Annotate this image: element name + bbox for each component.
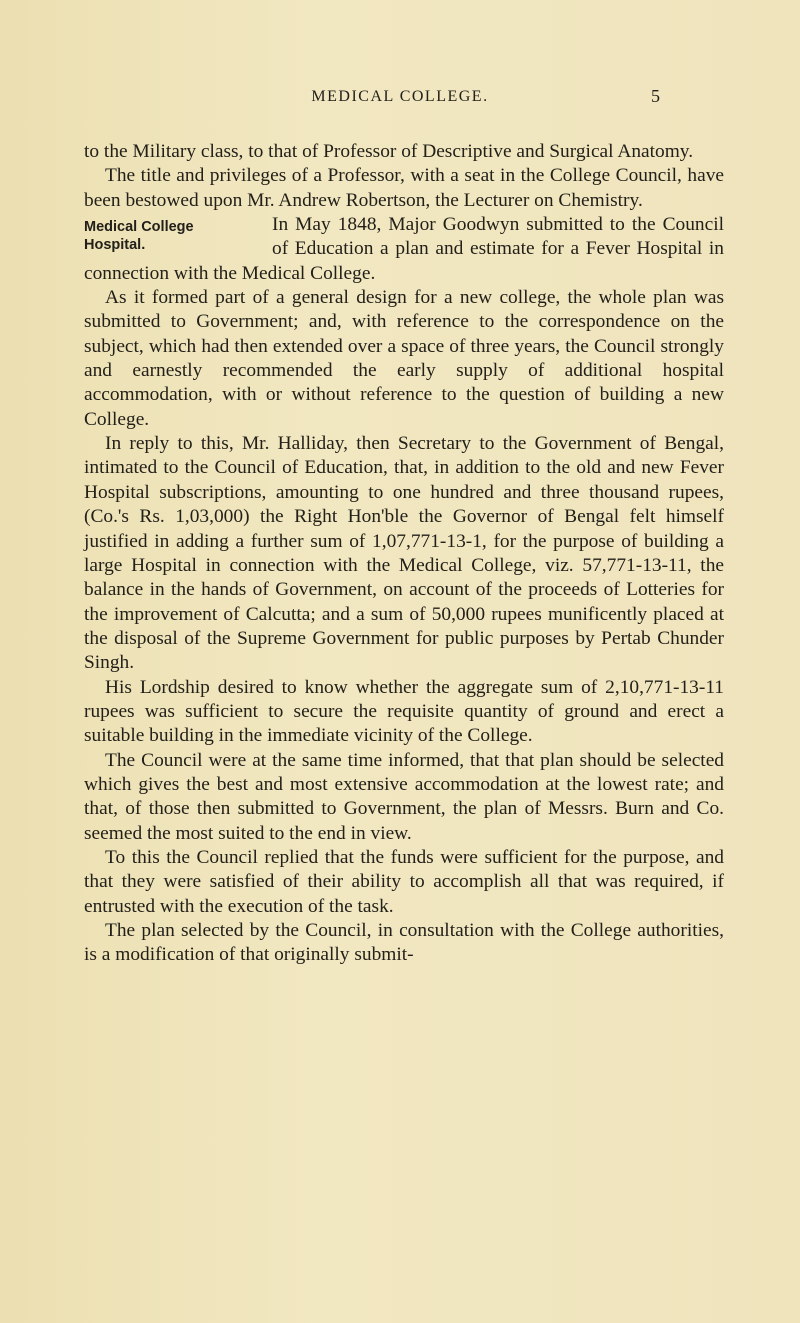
- paragraph: As it formed part of a general design for a new college, the whole plan was submitted to Government; and, with reference to the correspondence on the subject, which had then extended over a space of three years, the Council strongly and earnestly recommended the early supply of additional hospital accommodation, with or without reference to the question of building a new College.: [84, 287, 724, 430]
- paragraph: To this the Council replied that the funds were sufficient for the purpose, and that they were satisfied of their ability to accomplish all that was required, if entrusted with the execution of the task.: [84, 846, 724, 917]
- paragraph: The title and privileges of a Professor, with a seat in the College Council, have been bestowed upon Mr. Andrew Robertson, the Lecturer on Chemistry.: [84, 165, 724, 211]
- paragraph: In reply to this, Mr. Halliday, then Secretary to the Government of Bengal, intimated to the Council of Education, that, in addition to the old and new Fever Hospital subscriptions, amounting to one hundred and three thousand rupees, (Co.'s Rs. 1,03,000) the Right Hon'ble the Governor of Bengal felt himself justified in adding a further sum of 1,07,771-13-1, for the purpose of building a large Hospital in connection with the Medical College, viz. 57,771-13-11, the balance in the hands of Government, on account of the proceeds of Lotteries for the improvement of Calcutta; and a sum of 50,000 rupees munificently placed at the disposal of the Supreme Government for public purposes by Pertab Chunder Singh.: [84, 433, 724, 674]
- paragraph: His Lordship desired to know whether the aggregate sum of 2,10,771-13-11 rupees was sufficient to secure the requisite quantity of ground and erect a suitable building in the immediate vicinity of the College.: [84, 676, 724, 747]
- paragraph-text: In May 1848, Major Goodwyn submitted to the Council of Education a plan and estimate for a Fever Hospital in connection with the Medical College.: [84, 214, 724, 284]
- sidenote-line: Medical College: [84, 219, 194, 236]
- page-number: 5: [651, 86, 660, 106]
- paragraph-with-sidenote: [84, 213, 724, 286]
- paragraph: The plan selected by the Council, in consultation with the College authorities, is a modification of that originally submit-: [84, 920, 724, 966]
- sidenote-line: Hospital.: [84, 237, 146, 254]
- paragraph: to the Military class, to that of Professor of Descriptive and Surgical Anatomy.: [84, 141, 694, 162]
- paragraph: The Council were at the same time informed, that that plan should be selected which gives the best and most extensive accommodation at the lowest rate; and that, of those then submitted to Government, the plan of Messrs. Burn and Co. seemed the most suited to the end in view.: [84, 749, 724, 844]
- margin-sidenote: [84, 218, 264, 254]
- page-header: [0, 88, 800, 116]
- body-text: [84, 140, 724, 968]
- running-title: MEDICAL COLLEGE.: [311, 88, 489, 105]
